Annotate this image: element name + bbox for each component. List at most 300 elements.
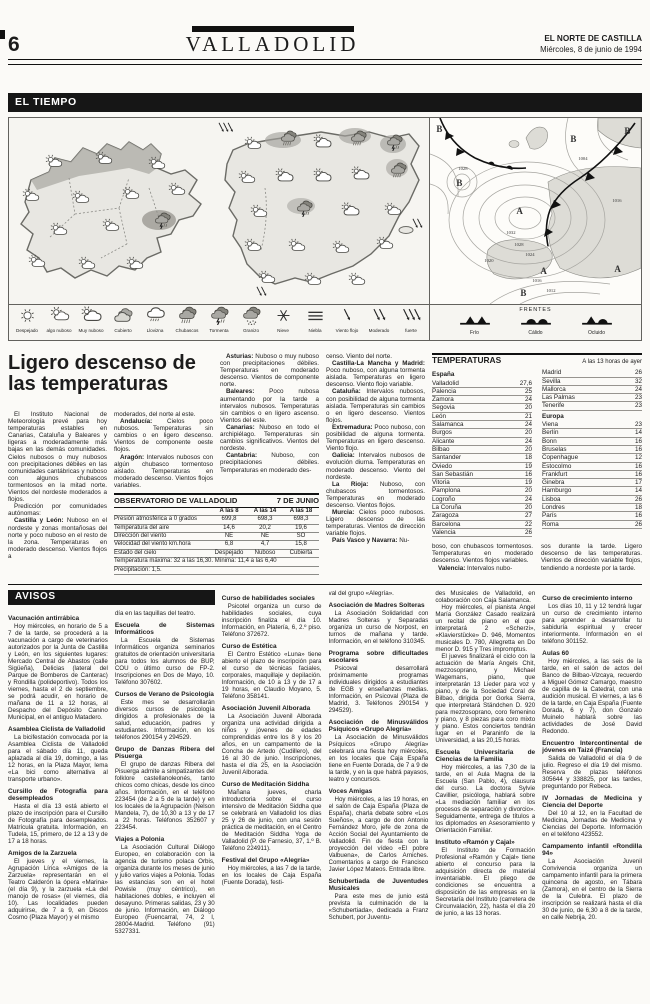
observatory-row: Temperatura del aire 14,6 20,2 19,6 [114, 525, 319, 533]
avisos-item-title: Grupo de Danzas Ribera del Pisuerga [114, 746, 215, 761]
legend-item [235, 306, 267, 333]
avisos-item-title: Asociación Juvenil Alborada [221, 705, 311, 713]
legend-label: Despejado [16, 328, 38, 333]
avisos-item-title: Aulas 60 [542, 650, 569, 658]
sun-cloud-icon [237, 170, 256, 192]
article-headline: Ligero descenso de las temperaturas [8, 352, 196, 395]
region-lead: Extremadura: [332, 423, 373, 431]
avisos-item-title: IV Jornadas de Medicina y Ciencia del Deporte [542, 795, 642, 810]
avisos-item-body: Para este mes de junio está prevista la culminación de la «Schubertiada», dedicada a Franz Schubert, por Juventu- [328, 893, 429, 922]
temperature-value: 19 [524, 462, 532, 470]
paragraph: La Rioja: Nuboso, con chubascos tormentosos. Temperaturas en moderado descenso. Vientos flojos. [326, 480, 425, 509]
showers-icon [279, 130, 298, 152]
temperature-row [432, 529, 532, 537]
temperature-value: 27 [524, 512, 532, 520]
legend-label: Granizo [242, 328, 260, 333]
temperature-value: 16 [634, 437, 642, 445]
avisos-item-title: Asociación de Minusválidos Psíquicos «Grupo Alegría» [328, 719, 429, 734]
avisos-item-title: Escuela Universitaria de Ciencias de la Familia [435, 749, 536, 764]
avisos-item-title: Curso de Estética [221, 643, 277, 651]
city: Mallorca [542, 385, 566, 393]
avisos-item-title: Encuentro Intercontinental de jóvenes en Taizé (Francia) [542, 740, 642, 755]
avisos-item-body: El grupo de danzas Ribera del Pisuerga admite a simpatizantes del folklore castellanoleonés, tanto chicos como chicas, desde los cinco años. Información, en el teléfono 223454 (de 2 a 5 de la tarde) y en los locales de la Agrupación (Nelson Mandela, 7), de 10,30 a 13 y de 17 a 22 horas. Teléfonos 352607 y 223454. [114, 761, 215, 832]
observatory-row: Dirección del viento NE NE SO [114, 533, 319, 541]
temperature-value: 23 [634, 394, 642, 402]
avisos-item-body: Los días 10, 11 y 12 tendrá lugar un curso de crecimiento interno para aprender a desarrollar tu sabiduría espiritual y crecer interiormente. Información en el teléfono 301152. [542, 603, 642, 646]
avisos-item-title: Voces Amigas [328, 788, 373, 796]
city: París [542, 512, 557, 520]
avisos-item-body: El Centro Estético «Luna» tiene abierto el plazo de inscripción para el curso de técnicas faciales, corporales, maquillaje y depilación. Información, de 10 a 13 y de 17 a 19 horas, en Claudio Moyano, 5. Teléfono 358141. [221, 651, 322, 701]
avisos-item-body: Mañana jueves, charla introductoria sobre el curso intensivo de Meditación Siddha que se celebrará en Valladolid los días 25 y 26 de junio, con una sesión práctica de meditación, en el Centro de Meditación Siddha Yoga de Valladolid (P. de Farnesio, 37, 1.º B. Teléfono 224911). [221, 789, 322, 853]
temperatures-title: TEMPERATURAS [432, 355, 502, 365]
temperature-value: 20 [524, 487, 532, 495]
observatory-extremes: Temperatura máxima: 32 a las 16,30. Mínima: 11,4 a las 6,40 [114, 558, 319, 566]
forecast-column-2 [114, 411, 213, 489]
paragraph: Cataluña: Intervalos nubosos, con posibilidad de alguna tormenta aislada. Temperaturas sin cambios o en ligero descenso. Vientos flojos. [326, 388, 425, 424]
city: Ginebra [542, 479, 565, 487]
isobar-value: 1024 [525, 252, 535, 257]
paragraph: moderados, del norte al este. [114, 411, 196, 418]
temperature-value: 26 [634, 520, 642, 528]
forecast-continuation-a [432, 543, 533, 571]
sun-icon [17, 312, 38, 329]
avisos-item-body: Hoy miércoles, a las 7 de la tarde, en los locales de Caja España (Fuente Dorada), festi- [221, 865, 322, 887]
legend-item [43, 306, 75, 333]
avisos-item-title: Cursos de Verano de Psicología [114, 691, 214, 699]
isobar-value: 1028 [458, 166, 468, 171]
temperature-row [542, 429, 642, 437]
region-lead: Cantabria: [226, 452, 258, 460]
temperature-value: 20 [524, 429, 532, 437]
avisos-item-title: Curso de habilidades sociales [221, 595, 315, 603]
sun-big-cloud-icon [81, 312, 102, 329]
temperature-row [432, 413, 532, 421]
avisos-item-body: Psicotel organiza un curso de habilidades sociales, cuya inscripción finaliza el día 10. Información, en Platería, 6, 2.º piso. Teléfono 372672. [221, 603, 322, 639]
temperature-value: 20 [524, 504, 532, 512]
temperature-value: 16 [634, 470, 642, 478]
avisos-item-body: Hoy miércoles, a las seis de la tarde, en el salón de actos del Banco de Bilbao-Vizcaya, recuerdo a Miguel Gómez Camargo, maestro de capilla de la Catedral, con una audición musical. El viernes, a las 6 de la tarde, en Caja España (Fuente Dorada, 6 y 7), don Gonzalo Muinelo hablará sobre las actividades de José David Redondo. [542, 658, 642, 736]
region-lead: Castilla y León: [14, 517, 64, 525]
avisos-item-body: La Asociación de Minusválidos Psíquicos «Grupo Alegría» celebrará una fiesta hoy miércoles, en los locales que Caja España tiene en Fuente Dorada, de 7 a 9 de la tarde, y en la que habrá payasos, teatro y concursos. [328, 734, 429, 784]
city: Barcelona [432, 520, 461, 528]
city: Valencia [432, 528, 456, 536]
temperature-value: 24 [524, 396, 532, 404]
observatory-row: Velocidad del viento km.hora 6,8 4,7 15,8 [114, 541, 319, 549]
temperature-row [432, 521, 532, 529]
avisos-item-body: Hoy miércoles, a las 19 horas, en el salón de Caja España (Plaza de España), charla debate sobre «Los Sueños», a cargo de don Antonio Fernández Moro, jefe de zona de Acción Social del Ayuntamiento de Valladolid. Fin de fiesta con la proyección del vídeo «El pobre Valbuena», de Carlos Arniches. Comentarios a cargo de Francisco Javier López Mateos. Entrada libre. [328, 796, 429, 874]
city: Frankfurt [542, 470, 568, 478]
avisos-item-body: Hoy miércoles, en horario de 5 a 7 de la tarde, se procederá a la vacunación a cargo de veterinarios autorizados por la Junta de Castilla y León, en los siguientes lugares: Mercado Central de Abastos (calle Sigüeña), Delicias (lateral del Parque de Bomberos de Canterac) y Rondilla (polideportivo). Todos los viernes, hasta el 2 de septiembre, se podrá acudir, en horario de mañana de 11 a 12 horas, al Despacho del Depósito Canino Municipal, en el antiguo Matadero. [8, 623, 108, 722]
temperature-row [542, 369, 642, 377]
showers-icon [177, 312, 198, 329]
snow-icon [273, 312, 294, 329]
city: Bilbao [432, 445, 450, 453]
sun-bigcloud-icon [313, 168, 332, 190]
temperature-value: 14 [634, 487, 642, 495]
pressure-center-label: B [436, 124, 443, 134]
weather-box [8, 117, 642, 341]
sun-small-cloud-icon [49, 312, 70, 329]
legend-label: Moderado [368, 328, 390, 333]
region-lead: Murcia: [332, 509, 355, 517]
temperature-value: 24 [524, 495, 532, 503]
temperature-row [432, 512, 532, 520]
sun-cloud-icon [125, 256, 144, 278]
avisos-item-body: Del 10 al 12, en la Facultad de Medicina, Jornadas de Medicina y Ciencias del Deporte. Información en el teléfono 423552. [542, 810, 642, 839]
avisos-item-title: Viajes a Polonia [114, 836, 165, 844]
el-tiempo-bar: EL TIEMPO [8, 93, 642, 112]
avisos-item-title: Amigos de la Zarzuela [8, 850, 77, 858]
temperature-value: 18 [524, 454, 532, 462]
avisos-item-title: Programa sobre dificultades escolares [328, 650, 429, 665]
fronts-title: FRENTES [519, 307, 552, 313]
temperature-row [432, 487, 532, 495]
pressure-center-label: A [540, 266, 547, 276]
pressure-center-label: B [456, 178, 463, 188]
pressure-center-label: A [614, 264, 621, 274]
city: Tenerife [542, 402, 565, 410]
paragraph: Cantabria: Nuboso, con precipitaciones débiles. Temperaturas en moderado des- [220, 452, 319, 474]
temperatures-subtitle: A las 13 horas de ayer [582, 359, 642, 365]
avisos-item-body: La Escuela de Sistemas Informáticos organiza seminarios gratuitos de orientación universitaria para todos los alumnos de BUP, COU o último curso de FP-2. Inscripciones en Dos de Mayo, 10. Teléfono 307602. [114, 637, 215, 687]
temperature-value: 20 [524, 445, 532, 453]
temperature-value: 26 [524, 528, 532, 536]
legend-item [203, 306, 235, 333]
temperature-value: 22 [524, 520, 532, 528]
city: Roma [542, 520, 559, 528]
sun-cloud-icon [249, 204, 268, 226]
city: Hamburgo [542, 487, 572, 495]
sun-cloud-icon [287, 238, 306, 260]
paragraph: boso, con chubascos tormentosos. Temperaturas en moderado descenso. Vientos flojos variables. [432, 543, 533, 565]
isobar-value: 1020 [484, 258, 494, 263]
avisos-column-5 [435, 590, 535, 935]
paragraph: Andalucía: Cielos poco nubosos. Temperaturas sin cambios o en ligero descenso. Vientos de componente oeste flojos. [114, 418, 213, 454]
sun-cloud-icon [44, 154, 63, 176]
sun-cloud-icon [383, 202, 402, 224]
forecast-column-4 [326, 353, 425, 575]
temperature-row [542, 438, 642, 446]
observatory-row: Presión atmosférica a 0 grados 699,8 698,3 698,3 [114, 516, 319, 524]
city: Londres [542, 504, 565, 512]
observatory-date: 7 DE JUNIO [276, 496, 319, 506]
temperature-value: 26 [634, 495, 642, 503]
city: Lisboa [542, 495, 561, 503]
front-label: Frío [470, 330, 479, 336]
city: Viena [542, 421, 558, 429]
wind3-icon [217, 120, 234, 141]
avisos-item-title: Cursillo de Fotografía para desempleados [8, 788, 108, 803]
city: Bruselas [542, 445, 567, 453]
isobar-chart [430, 118, 641, 304]
storm-icon [385, 134, 404, 156]
avisos-item-title: Vacunación antirrábica [8, 615, 80, 623]
temperature-row [542, 394, 642, 402]
group-espana: España [432, 371, 455, 379]
temperature-row [432, 463, 532, 471]
paragraph: sos durante la tarde. Ligero descenso de las temperaturas. Vientos de dirección variable flojos, tendiendo a nordeste por la tarde. [541, 543, 642, 572]
isobar-value: 1028 [514, 242, 524, 247]
temperature-row [542, 521, 642, 529]
temperature-row [432, 421, 532, 429]
city: Burgos [432, 429, 452, 437]
paragraph: Galicia: Intervalos nubosos de evolución diurna. Temperaturas en moderado descenso. Viento del nordeste. [326, 452, 425, 481]
sun-cloud-icon [77, 256, 96, 278]
avisos-item-body: La Asociación Juvenil Alborada organiza una actividad dirigida a niños y jóvenes de edades comprendidas entre los 8 y los 20 años, en un campamento de la Concha de Artedo (Cudillero), del 16 al 30 de junio. Inscripciones, hasta el día 25, en la Asociación Juvenil Alborada. [221, 713, 322, 777]
temperature-value: 23 [634, 421, 642, 429]
observatory-row: Estado del cielo Despejado Nuboso Cubierta [114, 550, 319, 558]
avisos-item-title: Campamento infantil «Rondilla 94» [542, 843, 642, 858]
city: Madrid [542, 369, 562, 377]
spain-weather-map [213, 118, 430, 304]
paragraph: Predicción por comunidades autónomas: [8, 503, 107, 518]
avisos-item-title: Instituto «Ramón y Cajal» [435, 839, 515, 847]
city: Zaragoza [432, 512, 459, 520]
temperature-value: 16 [524, 470, 532, 478]
sun-bigcloud-icon [341, 202, 360, 224]
sun-bigcloud-icon [275, 168, 294, 190]
region-lead: Castilla-La Mancha y Madrid: [332, 360, 425, 368]
paragraph: censo. Viento del norte. [326, 353, 393, 360]
avisos-item-body: La bicifestación convocada por la Asamblea Ciclista de Valladolid para el sábado día 11, queda aplazada al día 19, domingo, a las 12 horas, en la Plaza Mayor, lema «La bici como alternativa al transporte urbano». [8, 734, 108, 784]
front-label: Cálido [528, 330, 543, 336]
legend-label: Nieve [277, 328, 289, 333]
city: Valladolid [432, 379, 459, 387]
temperature-row [432, 496, 532, 504]
observatory-precipitation: Precipitación: 1,5. [114, 567, 319, 575]
avisos-item-body: La Asociación Solidaridad con Madres Solteras y Separadas organiza un curso de Norpost, en turnos de mañana y tarde. Información, en el teléfono 310345. [328, 610, 429, 646]
avisos-item-body: Hoy miércoles, el pianista Angel María González Casado realizará un recital de piano en el que interpretará 2 «Scherzi», «Klavierstücke» D. 946, Momentos musicales D. 780, Allegretta en Do menor D. 915 y Tres impromptus. [435, 604, 536, 654]
sun-cloud-icon [147, 156, 166, 178]
legend-item [11, 306, 43, 333]
temperature-value: 14 [634, 429, 642, 437]
legend-label: Chubascos [175, 328, 199, 333]
sun-bigcloud-icon [351, 166, 370, 188]
region-lead: La Rioja: [332, 480, 369, 488]
legend-item [107, 306, 139, 333]
temperature-row [542, 386, 642, 394]
region-lead: Canarias: [226, 423, 255, 431]
legend-strip [9, 304, 641, 340]
legend-label: Tormenta [209, 328, 229, 333]
issue-date: Miércoles, 8 de junio de 1994 [540, 44, 642, 54]
avisos-item-title: Asociación de Madres Solteras [328, 602, 425, 610]
avisos-item-body: La Asociación Cultural Diálogo Europeo, en colaboración con la agencia de turismo polaca Orbis, organiza durante los meses de junio y julio varios viajes a Polonia. Todas las estancias son en el hotel Powisle (muy céntrico), en habitaciones dobles, e incluyen el desayuno. Primeras salidas, 23 y 30 de junio. Información, en Diálogo Europeo (Fuencarral, 74, 2 I, 28004-Madrid. Teléfono (91) 5327331. [114, 844, 215, 936]
isobar-value: 1016 [532, 278, 542, 283]
fog-icon [305, 312, 326, 329]
sun-cloud-icon [331, 240, 350, 262]
paragraph: Extremadura: Poco nuboso, con posibilidad de alguna tormenta. Temperaturas en ligero descenso. Viento flojo. [326, 423, 425, 453]
fronts-legend [429, 305, 641, 340]
temperature-value: 25 [524, 387, 532, 395]
temperatures-table [432, 353, 642, 575]
drizzle-icon [145, 312, 166, 329]
avisos-column-1 [8, 610, 108, 935]
legend-item [363, 306, 395, 333]
hail-icon [241, 312, 262, 329]
temperature-row [432, 471, 532, 479]
city: Alicante [432, 437, 455, 445]
city: León [432, 412, 447, 420]
temperature-value: 24 [524, 421, 532, 429]
pressure-center-label: B [624, 126, 631, 136]
region-lead: País Vasco y Navarra: [332, 537, 398, 545]
isobar-value: 1004 [578, 156, 588, 161]
avisos-item-body: Psicoval desarrollará próximamente programas individuales dirigidos a estudiantes de EGB y enseñanzas medias. Información, en Psicoval (Plaza de Madrid, 3. Teléfonos 290154 y 294529). [328, 665, 429, 715]
region-lead: Andalucía: [120, 418, 153, 426]
sun-cloud-icon [27, 254, 46, 276]
avisos-item-body: Salida de Valladolid el día 9 de julio. Regreso el día 19 del mismo. Reserva de plazas teléfonos 305644 y 338825, por las tardes, preguntando por Rebeca. [542, 755, 642, 791]
avisos-section [8, 590, 642, 935]
castilla-leon-outline [9, 118, 213, 304]
paragraph: Canarias: Nuboso en todo el archipiélago. Temperaturas sin cambios significativos. Vientos del nordeste. [220, 423, 319, 453]
legend-label: Cubierto [114, 328, 132, 333]
wind-strong-icon [401, 312, 422, 329]
observatory-header [114, 493, 319, 507]
temperature-value: 19 [524, 479, 532, 487]
temperature-row [542, 421, 642, 429]
city: Segovia [432, 404, 455, 412]
temperature-value: 27,6 [519, 379, 532, 387]
city: Palencia [432, 387, 457, 395]
cold-front-icon [458, 313, 492, 336]
observatory-table [114, 493, 319, 575]
sun-cloud-icon [347, 272, 366, 294]
sun-cloud-icon [375, 236, 394, 258]
temperature-value: 24 [634, 385, 642, 393]
forecast-column-1 [8, 411, 107, 575]
legend-item [331, 306, 363, 333]
legend-item [267, 306, 299, 333]
overcast-icon [113, 312, 134, 329]
city: San Sebastián [432, 470, 473, 478]
forecast-column-3 [220, 353, 319, 489]
temperature-value: 18 [634, 504, 642, 512]
legend-item [75, 306, 107, 333]
legend-label: fuerte [405, 328, 417, 333]
avisos-item-body: El jueves finalizará el ciclo con la actuación de María Angels Chit, mezzosoprano, y Michael Wagemans, piano, que interpretarán 13 Lieder para voz y piano, y de la Sociedad Coral de Bilbao, dirigida por Gorka Sierra, que interpretará Ständchen D. 920 para mezzosoprano, coro femenino y piano, y 8 piezas para coro mixto y piano. Estos conciertos tendrán lugar en el Paraninfo de la Universidad, a las 20,15 horas. [435, 653, 536, 745]
sun-cloud-icon [101, 218, 120, 240]
temperature-value: 24 [524, 437, 532, 445]
temperature-value: 26 [634, 369, 642, 377]
paragraph: Asturias: Nuboso o muy nuboso con precipitaciones débiles. Temperaturas en moderado descenso. Vientos de componente norte. [220, 353, 319, 389]
sun-cloud-icon [243, 238, 262, 260]
weather-section [8, 93, 642, 341]
sun-cloud-icon [94, 151, 113, 173]
sun-cloud-icon [21, 188, 40, 210]
forecast-continuation-b [541, 543, 642, 571]
avisos-column-6 [542, 590, 642, 935]
showers-icon [389, 162, 408, 184]
paragraph: Castilla y León: Nuboso en el nordeste y zonas montañosas del norte y poco nuboso en el resto de la zona. Temperaturas en moderado descenso. Vientos flojos a [8, 517, 107, 560]
sun-cloud-icon [71, 190, 90, 212]
temperature-row [432, 396, 532, 404]
temperature-value: 16 [634, 512, 642, 520]
city: Estocolmo [542, 462, 572, 470]
temperature-row [432, 438, 532, 446]
wind-light-icon [337, 312, 358, 329]
group-europa: Europa [542, 412, 564, 420]
city: Bonn [542, 437, 557, 445]
header-rule [8, 59, 642, 60]
showers-icon [349, 130, 368, 152]
paragraph: Murcia: Cielos poco nubosos. Ligero descenso de las temperaturas. Vientos de dirección variable flojos. [326, 509, 425, 538]
sun-cloud-icon [243, 136, 262, 158]
sun-cloud-icon [121, 186, 140, 208]
sun-bigcloud-icon [313, 134, 332, 156]
temperature-row [432, 454, 532, 462]
avisos-bar: AVISOS [8, 590, 215, 605]
city: Zamora [432, 396, 454, 404]
region-lead: Cataluña: [332, 388, 361, 396]
front-label: Ocluido [588, 330, 605, 336]
avisos-item-body: Hoy miércoles, a las 7,30 de la tarde, en el Aula Magna de la Escuela (San Pablo, 4), clausura del curso. La doctora Sylvie Cavillier, psicóloga, hablará sobre «La mediación familiar en los procesos de separación y divorcio». Seguidamente, entrega de títulos a los diplomados en Asesoramiento y Orientación Familiar. [435, 764, 536, 835]
legend-item [171, 306, 203, 333]
edge-mark [0, 30, 5, 39]
avisos-item-title: Curso de crecimiento interno [542, 595, 633, 603]
temperature-row [432, 404, 532, 412]
forecast-article [8, 353, 642, 575]
temperature-row [542, 479, 642, 487]
temperature-row [432, 446, 532, 454]
temperature-row [432, 429, 532, 437]
temperature-row [432, 380, 532, 388]
page-number: 6 [8, 33, 20, 56]
avisos-item-title: Escuela de Sistemas Informáticos [114, 622, 215, 637]
observatory-colheads: A las 8 A las 14 A las 18 [114, 508, 319, 516]
temperature-value: 23 [634, 402, 642, 410]
temperature-row [432, 388, 532, 396]
city: Las Palmas [542, 394, 575, 402]
avisos-item-title: Schubertiada de Juventudes Musicales [328, 878, 429, 893]
temperature-row [432, 504, 532, 512]
section-title: VALLADOLID [185, 32, 360, 56]
avisos-item-body: Hasta el día 13 está abierto el plazo de inscripción para el Cursillo de Fotografía para desempleados. Matrícula gratuita. Información, en Tudela, 15, primero, de 12 a 13 y de 17 a 18 horas. [8, 803, 108, 846]
isobar-value: 1012 [546, 288, 556, 293]
city: Copenhague [542, 454, 579, 462]
city: Sevilla [542, 377, 561, 385]
avisos-item-title: Festival del Grupo «Alegría» [221, 857, 310, 865]
paragraph: Castilla-La Mancha y Madrid: Poco nuboso, con alguna tormenta aislada. Temperaturas en ligero descenso. Viento flojo variable. [326, 360, 425, 389]
region-lead: Valencia: [438, 564, 466, 572]
avisos-item-body: Este mes se desarrollarán diversos cursos de psicología dirigidos a profesionales de la salud, educación, padres y estudiantes. Información, en los teléfonos 290154 y 294529. [114, 699, 215, 742]
temperature-row [432, 479, 532, 487]
city: La Coruña [432, 504, 462, 512]
sun-cloud-icon [303, 272, 322, 294]
legend-label: Llovizna [146, 328, 164, 333]
paragraph: País Vasco y Navarra: Nu- [332, 537, 410, 545]
temperature-row [542, 504, 642, 512]
region-lead: Aragón: [120, 453, 145, 461]
avisos-item-body: El jueves y el viernes, la Agrupación Lírica «Amigos de la Zarzuela» representarán en el Teatro Calderón la ópera «Marina» (el día 9), y la zarzuela «La del manojo de rosas» (el viernes, día 10). Las localidades pueden adquirirse, de 7 a 9, en Discos Cosmo (Plaza Mayor) y el mismo [8, 858, 108, 922]
region-lead: Baleares: [226, 388, 255, 396]
avisos-item-title: Asamblea Ciclista de Valladolid [8, 726, 106, 734]
pressure-center-label: B [520, 288, 527, 298]
temperature-value: 32 [634, 377, 642, 385]
city: Logroño [432, 495, 456, 503]
temperature-value: 16 [634, 445, 642, 453]
paragraph: Valencia: Intervalos nubo- [438, 564, 513, 572]
avisos-item-body: La Asociación Juvenil Convivencia organiza un campamento infantil para la primera quincena de agosto, en Tábara (Zamora), en el centro de la Sierra de la Culebra. El plazo de inscripción se realizará hasta el día 30 de junio, de 6,30 a 8 de la tarde, en calle Nebrija, 20. [542, 858, 642, 922]
legend-label: algo nuboso [46, 328, 72, 333]
storm-icon [153, 212, 172, 234]
temperature-row [542, 402, 642, 410]
temperature-row [542, 487, 642, 495]
storm-icon [295, 200, 314, 222]
page-header [8, 26, 642, 55]
temperature-value: 17 [634, 479, 642, 487]
temperature-row [542, 378, 642, 386]
